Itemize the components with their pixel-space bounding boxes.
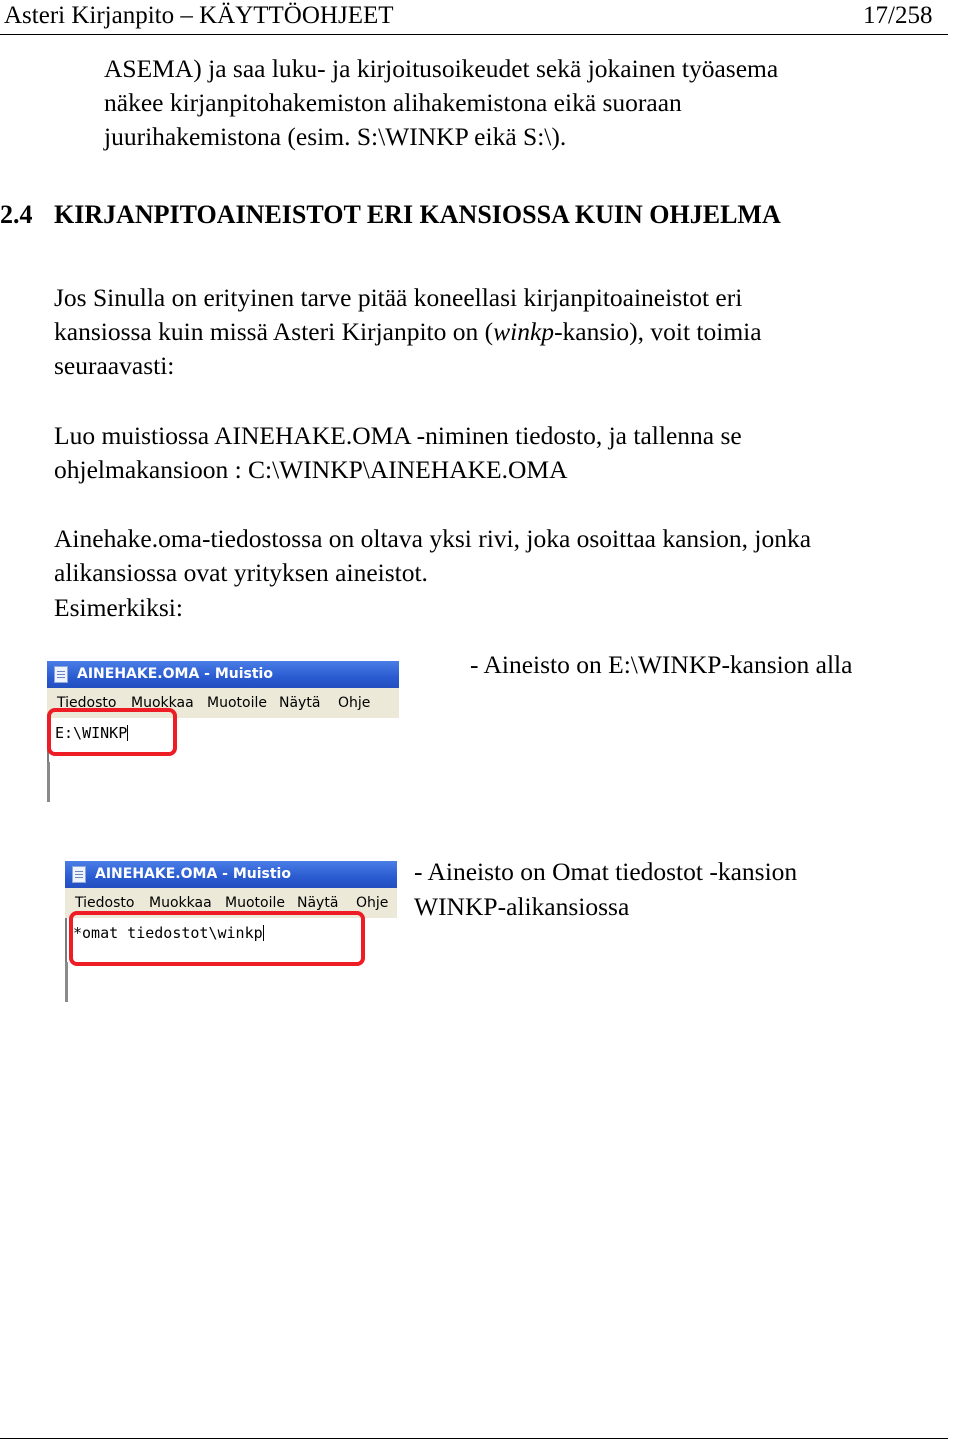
intro-line-3: juurihakemistona (esim. S:\WINKP eikä S:\). xyxy=(104,122,567,151)
intro-line-1: ASEMA) ja saa luku- ja kirjoitusoikeudet sekä jokainen työasema xyxy=(104,54,779,83)
para1-line-3: seuraavasti: xyxy=(54,351,175,380)
notepad-titlebar xyxy=(65,861,397,888)
para3-line-3: Esimerkiksi: xyxy=(54,593,183,622)
para3-line-1: Ainehake.oma-tiedostossa on oltava yksi rivi, joka osoittaa kansion, jonka xyxy=(54,524,812,553)
menu-nayta[interactable]: Näytä xyxy=(279,695,321,711)
example2-caption-line-1: - Aineisto on Omat tiedostot -kansion xyxy=(414,857,798,886)
folder-name-italic: winkp xyxy=(493,317,555,346)
footer-rule xyxy=(0,1438,948,1439)
example2-caption-line-2: WINKP-alikansiossa xyxy=(414,892,630,921)
example1-caption: - Aineisto on E:\WINKP-kansion alla xyxy=(470,650,853,679)
header-rule xyxy=(0,34,948,35)
menu-muokkaa[interactable]: Muokkaa xyxy=(131,695,194,711)
page-number: 17/258 xyxy=(863,2,933,29)
para3-line-2: alikansiossa ovat yrityksen aineistot. xyxy=(54,558,428,587)
notepad-titlebar xyxy=(47,661,399,688)
notepad-icon xyxy=(54,666,68,683)
notepad-title: AINEHAKE.OMA - Muistio xyxy=(77,666,273,682)
menu-ohje[interactable]: Ohje xyxy=(338,695,371,711)
highlight-box-2 xyxy=(69,911,365,966)
notepad-icon xyxy=(72,866,86,883)
section-number: 2.4 xyxy=(0,200,33,229)
window-edge xyxy=(47,762,50,802)
menu-muotoile[interactable]: Muotoile xyxy=(225,895,285,911)
para1-line-2: kansiossa kuin missä Asteri Kirjanpito on (winkp-kansio), voit toimia xyxy=(54,317,762,346)
menu-muotoile[interactable]: Muotoile xyxy=(207,695,267,711)
menu-muokkaa[interactable]: Muokkaa xyxy=(149,895,212,911)
notepad-content: *omat tiedostot\winkp xyxy=(73,924,263,942)
menu-nayta[interactable]: Näytä xyxy=(297,895,339,911)
highlight-box-1 xyxy=(47,708,177,756)
menu-tiedosto[interactable]: Tiedosto xyxy=(57,695,117,711)
menu-tiedosto[interactable]: Tiedosto xyxy=(75,895,135,911)
notepad-content: E:\WINKP xyxy=(55,724,128,742)
window-edge xyxy=(65,962,68,1002)
running-header-title: Asteri Kirjanpito – KÄYTTÖOHJEET xyxy=(4,2,394,29)
para1-line-1: Jos Sinulla on erityinen tarve pitää koneellasi kirjanpitoaineistot eri xyxy=(54,283,743,312)
para2-line-2: ohjelmakansioon : C:\WINKP\AINEHAKE.OMA xyxy=(54,455,568,484)
notepad-title: AINEHAKE.OMA - Muistio xyxy=(95,866,291,882)
menu-ohje[interactable]: Ohje xyxy=(356,895,389,911)
intro-line-2: näkee kirjanpitohakemiston alihakemistona eikä suoraan xyxy=(104,88,682,117)
section-title: KIRJANPITOAINEISTOT ERI KANSIOSSA KUIN OHJELMA xyxy=(54,200,781,229)
para2-line-1: Luo muistiossa AINEHAKE.OMA -niminen tiedosto, ja tallenna se xyxy=(54,421,742,450)
